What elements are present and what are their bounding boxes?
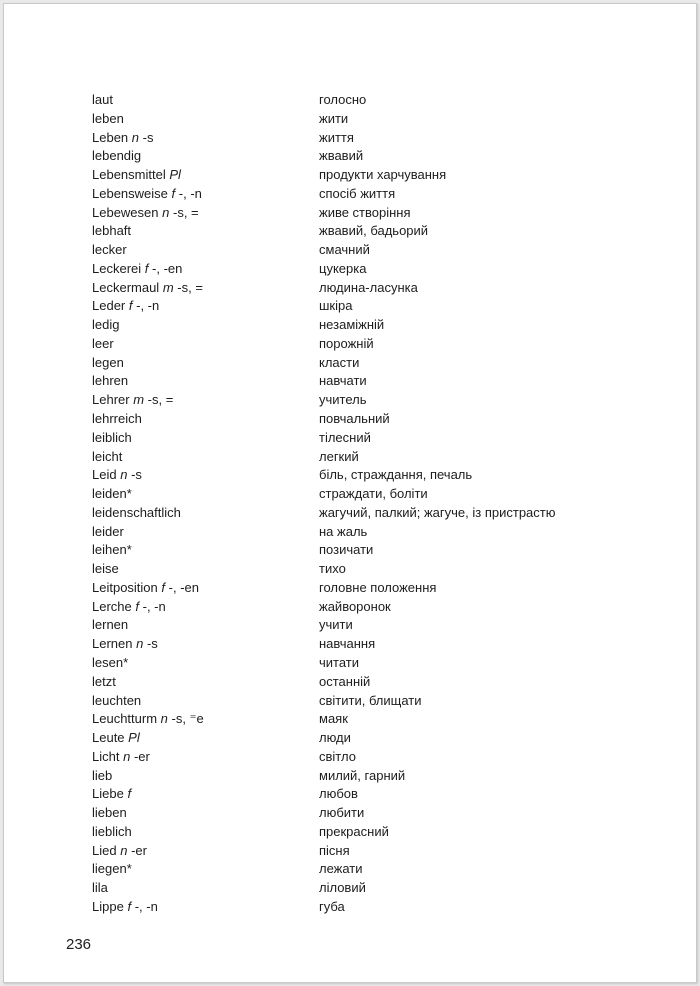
vocabulary-entry bbox=[92, 823, 652, 842]
headword: leise bbox=[92, 561, 119, 577]
headword: Lerche bbox=[92, 598, 132, 614]
ukrainian-translation: ліловий bbox=[319, 880, 366, 896]
vocabulary-entry bbox=[92, 222, 652, 241]
vocabulary-entry bbox=[92, 241, 652, 260]
ukrainian-translation: учити bbox=[319, 617, 353, 633]
inflection-forms: -s, = bbox=[177, 279, 203, 295]
ukrainian-translation: легкий bbox=[319, 448, 359, 464]
headword: lebendig bbox=[92, 148, 142, 164]
ukrainian-translation: лежати bbox=[319, 861, 363, 877]
german-term bbox=[92, 635, 319, 654]
grammar-marker: n bbox=[120, 842, 128, 858]
vocabulary-entry bbox=[92, 204, 652, 223]
headword: Lernen bbox=[92, 636, 133, 652]
grammar-marker: n bbox=[136, 636, 144, 652]
german-term bbox=[92, 560, 319, 579]
vocabulary-entry bbox=[92, 654, 652, 673]
ukrainian-translation: люди bbox=[319, 730, 351, 746]
vocabulary-entry bbox=[92, 260, 652, 279]
german-term bbox=[92, 410, 319, 429]
german-term bbox=[92, 842, 319, 861]
german-term bbox=[92, 222, 319, 241]
headword: Leitposition bbox=[92, 579, 158, 595]
headword: leben bbox=[92, 110, 124, 126]
vocabulary-entry bbox=[92, 410, 652, 429]
vocabulary-entry bbox=[92, 354, 652, 373]
vocabulary-entry bbox=[92, 579, 652, 598]
german-term bbox=[92, 372, 319, 391]
german-term bbox=[92, 110, 319, 129]
vocabulary-entry bbox=[92, 785, 652, 804]
vocabulary-entry bbox=[92, 860, 652, 879]
ukrainian-translation: любити bbox=[319, 805, 365, 821]
ukrainian-translation: тілесний bbox=[319, 429, 371, 445]
ukrainian-translation: живе створіння bbox=[319, 204, 411, 220]
inflection-forms: -er bbox=[133, 748, 150, 764]
headword: lieb bbox=[92, 767, 113, 783]
ukrainian-translation: останній bbox=[319, 673, 371, 689]
page-number: 236 bbox=[66, 936, 92, 953]
german-term bbox=[92, 523, 319, 542]
german-term bbox=[92, 166, 319, 185]
ukrainian-translation: любов bbox=[319, 786, 358, 802]
vocabulary-entry bbox=[92, 91, 652, 110]
ukrainian-translation: класти bbox=[319, 354, 360, 370]
headword: Lebewesen bbox=[92, 204, 159, 220]
ukrainian-translation: страждати, боліти bbox=[319, 486, 428, 502]
grammar-marker: n bbox=[120, 467, 128, 483]
ukrainian-translation: шкіра bbox=[319, 298, 353, 314]
ukrainian-translation: головне положення bbox=[319, 579, 437, 595]
german-term bbox=[92, 391, 319, 410]
dictionary-page bbox=[3, 3, 697, 983]
german-term bbox=[92, 129, 319, 148]
ukrainian-translation: губа bbox=[319, 898, 345, 914]
vocabulary-entry bbox=[92, 129, 652, 148]
ukrainian-translation: спосіб життя bbox=[319, 185, 396, 201]
headword: lila bbox=[92, 880, 108, 896]
german-term bbox=[92, 316, 319, 335]
german-term bbox=[92, 241, 319, 260]
ukrainian-translation: милий, гарний bbox=[319, 767, 406, 783]
german-term bbox=[92, 785, 319, 804]
german-term bbox=[92, 504, 319, 523]
vocabulary-entry bbox=[92, 279, 652, 298]
german-term bbox=[92, 466, 319, 485]
inflection-forms: -s, = bbox=[172, 204, 199, 220]
ukrainian-translation: порожній bbox=[319, 335, 374, 351]
vocabulary-entry bbox=[92, 466, 652, 485]
vocabulary-entry bbox=[92, 316, 652, 335]
vocabulary-entry bbox=[92, 391, 652, 410]
vocabulary-entry bbox=[92, 748, 652, 767]
vocabulary-entry bbox=[92, 485, 652, 504]
ukrainian-translation: незаміжній bbox=[319, 317, 385, 333]
headword: Lehrer bbox=[92, 392, 130, 408]
headword: lernen bbox=[92, 617, 129, 633]
grammar-marker: n bbox=[131, 129, 140, 145]
inflection-forms: -s bbox=[146, 636, 158, 652]
ukrainian-translation: продукти харчування bbox=[319, 167, 447, 183]
vocabulary-entry bbox=[92, 692, 652, 711]
vocabulary-entry bbox=[92, 879, 652, 898]
ukrainian-translation: тихо bbox=[319, 561, 346, 577]
grammar-marker: n bbox=[123, 748, 131, 764]
german-term bbox=[92, 823, 319, 842]
inflection-forms: -s bbox=[142, 129, 154, 145]
grammar-marker: Pl bbox=[169, 167, 181, 183]
vocabulary-entry bbox=[92, 185, 652, 204]
headword: laut bbox=[92, 92, 113, 107]
vocabulary-entry bbox=[92, 504, 652, 523]
german-term bbox=[92, 185, 319, 204]
german-term bbox=[92, 898, 319, 917]
headword: leiden* bbox=[92, 486, 132, 502]
german-term bbox=[92, 767, 319, 786]
grammar-marker: f bbox=[161, 579, 166, 595]
inflection-forms: -s, = bbox=[147, 392, 174, 408]
german-term bbox=[92, 748, 319, 767]
headword: legen bbox=[92, 354, 124, 370]
vocabulary-entry bbox=[92, 372, 652, 391]
headword: Liebe bbox=[92, 786, 124, 802]
german-term bbox=[92, 260, 319, 279]
headword: lieblich bbox=[92, 823, 132, 839]
inflection-forms: -, -n bbox=[178, 185, 202, 201]
german-term bbox=[92, 429, 319, 448]
vocabulary-entry bbox=[92, 541, 652, 560]
headword: leidenschaftlich bbox=[92, 504, 181, 520]
headword: leihen* bbox=[92, 542, 132, 558]
headword: leicht bbox=[92, 448, 123, 464]
headword: lebhaft bbox=[92, 223, 132, 239]
headword: letzt bbox=[92, 673, 116, 689]
inflection-forms: -s bbox=[131, 467, 142, 483]
vocabulary-entry bbox=[92, 429, 652, 448]
vocabulary-list bbox=[92, 91, 652, 917]
ukrainian-translation: читати bbox=[319, 654, 360, 670]
german-term bbox=[92, 729, 319, 748]
headword: Leute bbox=[92, 730, 125, 746]
ukrainian-translation: навчання bbox=[319, 636, 376, 652]
german-term bbox=[92, 91, 319, 110]
vocabulary-entry bbox=[92, 297, 652, 316]
grammar-marker: f bbox=[171, 185, 176, 201]
headword: lesen* bbox=[92, 654, 129, 670]
vocabulary-entry bbox=[92, 523, 652, 542]
ukrainian-translation: біль, страждання, печаль bbox=[319, 467, 473, 483]
ukrainian-translation: навчати bbox=[319, 373, 367, 389]
german-term bbox=[92, 616, 319, 635]
headword: leiblich bbox=[92, 429, 132, 445]
inflection-forms: -, -n bbox=[136, 298, 160, 314]
grammar-marker: m bbox=[133, 392, 145, 408]
german-term bbox=[92, 673, 319, 692]
headword: Lebensweise bbox=[92, 185, 168, 201]
inflection-forms: -s, ⁼e bbox=[171, 711, 204, 727]
grammar-marker: f bbox=[127, 898, 132, 914]
vocabulary-entry bbox=[92, 448, 652, 467]
headword: Lied bbox=[92, 842, 117, 858]
german-term bbox=[92, 804, 319, 823]
vocabulary-entry bbox=[92, 842, 652, 861]
headword: Lippe bbox=[92, 898, 124, 914]
headword: Leckermaul bbox=[92, 279, 160, 295]
grammar-marker: m bbox=[162, 279, 174, 295]
ukrainian-translation: голосно bbox=[319, 92, 367, 107]
german-term bbox=[92, 448, 319, 467]
vocabulary-entry bbox=[92, 673, 652, 692]
vocabulary-entry bbox=[92, 635, 652, 654]
headword: lehrreich bbox=[92, 411, 142, 427]
headword: Licht bbox=[92, 748, 120, 764]
grammar-marker: n bbox=[160, 711, 168, 727]
grammar-marker: Pl bbox=[128, 730, 140, 746]
ukrainian-translation: пісня bbox=[319, 842, 350, 858]
ukrainian-translation: жайворонок bbox=[319, 598, 391, 614]
vocabulary-entry bbox=[92, 560, 652, 579]
german-term bbox=[92, 485, 319, 504]
vocabulary-entry bbox=[92, 110, 652, 129]
grammar-marker: f bbox=[128, 298, 133, 314]
german-term bbox=[92, 279, 319, 298]
german-term bbox=[92, 354, 319, 373]
german-term bbox=[92, 297, 319, 316]
german-term bbox=[92, 541, 319, 560]
ukrainian-translation: маяк bbox=[319, 711, 348, 727]
vocabulary-entry bbox=[92, 804, 652, 823]
german-term bbox=[92, 710, 319, 729]
ukrainian-translation: жити bbox=[319, 110, 349, 126]
headword: Leben bbox=[92, 129, 129, 145]
headword: Leckerei bbox=[92, 260, 142, 276]
headword: lecker bbox=[92, 242, 127, 258]
german-term bbox=[92, 598, 319, 617]
german-term bbox=[92, 579, 319, 598]
headword: Leid bbox=[92, 467, 117, 483]
german-term bbox=[92, 204, 319, 223]
ukrainian-translation: позичати bbox=[319, 542, 374, 558]
vocabulary-entry bbox=[92, 616, 652, 635]
vocabulary-entry bbox=[92, 166, 652, 185]
ukrainian-translation: прекрасний bbox=[319, 823, 389, 839]
headword: liegen* bbox=[92, 861, 132, 877]
ukrainian-translation: жвавий, бадьорий bbox=[319, 223, 429, 239]
inflection-forms: -er bbox=[131, 842, 147, 858]
headword: Lebensmittel bbox=[92, 167, 166, 183]
vocabulary-entry bbox=[92, 710, 652, 729]
grammar-marker: n bbox=[162, 204, 170, 220]
vocabulary-entry bbox=[92, 335, 652, 354]
grammar-marker: f bbox=[144, 260, 149, 276]
vocabulary-entry bbox=[92, 767, 652, 786]
inflection-forms: -, -n bbox=[142, 598, 166, 614]
headword: leider bbox=[92, 523, 124, 539]
ukrainian-translation: жагучий, палкий; жагуче, із пристрастю bbox=[319, 504, 556, 520]
german-term bbox=[92, 335, 319, 354]
ukrainian-translation: людина-ласунка bbox=[319, 279, 418, 295]
ukrainian-translation: жвавий bbox=[319, 148, 364, 164]
ukrainian-translation: смачний bbox=[319, 242, 370, 258]
inflection-forms: -, -en bbox=[152, 260, 183, 276]
ukrainian-translation: на жаль bbox=[319, 523, 368, 539]
inflection-forms: -, -en bbox=[168, 579, 199, 595]
grammar-marker: f bbox=[135, 598, 139, 614]
headword: leuchten bbox=[92, 692, 142, 708]
german-term bbox=[92, 692, 319, 711]
german-term bbox=[92, 147, 319, 166]
ukrainian-translation: світити, блищати bbox=[319, 692, 422, 708]
ukrainian-translation: повчальний bbox=[319, 411, 390, 427]
german-term bbox=[92, 654, 319, 673]
headword: lieben bbox=[92, 805, 127, 821]
vocabulary-entry bbox=[92, 147, 652, 166]
ukrainian-translation: світло bbox=[319, 748, 356, 764]
inflection-forms: -, -n bbox=[134, 898, 158, 914]
ukrainian-translation: учитель bbox=[319, 392, 367, 408]
vocabulary-entry bbox=[92, 598, 652, 617]
headword: ledig bbox=[92, 317, 120, 333]
ukrainian-translation: життя bbox=[319, 129, 354, 145]
german-term bbox=[92, 879, 319, 898]
vocabulary-entry bbox=[92, 898, 652, 917]
headword: Leuchtturm bbox=[92, 711, 158, 727]
headword: leer bbox=[92, 335, 114, 351]
grammar-marker: f bbox=[127, 786, 132, 802]
headword: Leder bbox=[92, 298, 126, 314]
german-term bbox=[92, 860, 319, 879]
headword: lehren bbox=[92, 373, 129, 389]
ukrainian-translation: цукерка bbox=[319, 260, 367, 276]
vocabulary-entry bbox=[92, 729, 652, 748]
